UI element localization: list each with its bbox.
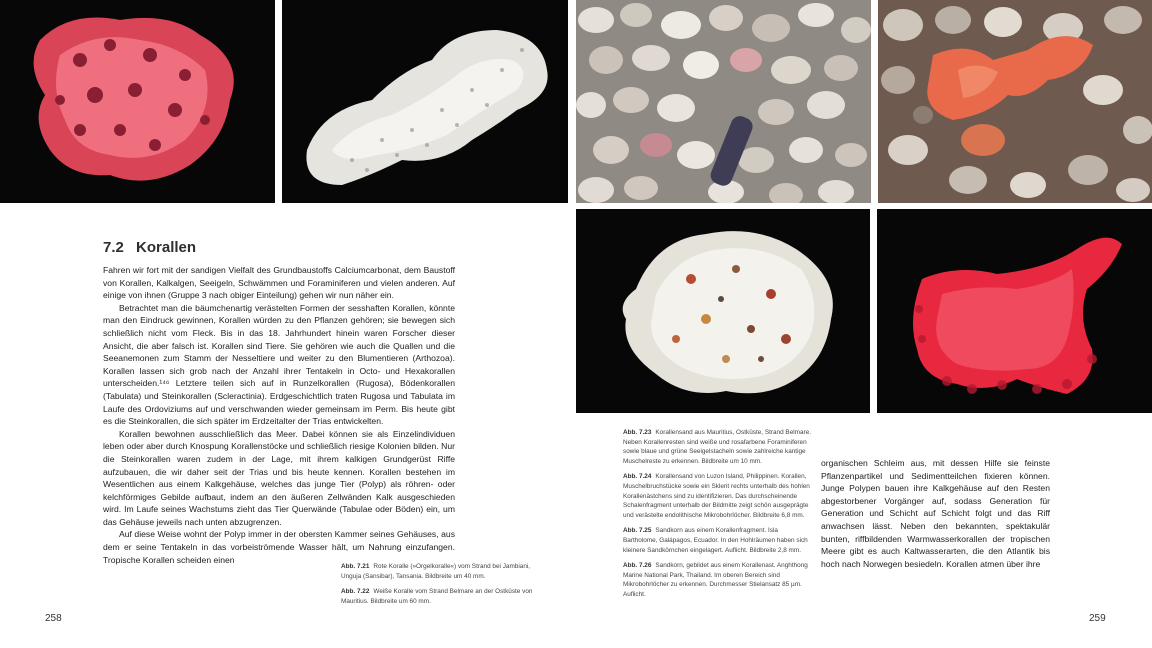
paragraph: Fahren wir fort mit der sandigen Vielfalt des Grundbaustoffs Calciumcarbonat, dem Baustoff von Korallen, Kalkalgen, Seeigeln, Schwämmen und Foraminiferen und vielen anderen. Auf einige von ihnen (Gruppe 3 nach obiger Einteilung) gehen wir nun näher ein. <box>103 265 455 301</box>
caption-text: Sandkorn, gebildet aus einem Korallenast. Anghthong Marine National Park, Thailand. Im oberen Bereich sind Mikrobohrlöcher zu erkennen. Durchmesser Stielansatz 85 µm. Auflicht. <box>623 562 808 598</box>
page-number-right: 259 <box>1089 613 1106 624</box>
section-number: 7.2 <box>103 239 124 256</box>
figure-caption <box>341 587 533 606</box>
red-organ-coral-photo <box>0 0 275 203</box>
caption-label: Abb. 7.26 <box>623 562 652 570</box>
caption-text: Korallensand aus Mauritius, Ostküste, Strand Belmare. Neben Korallenresten sind weiße und rosafarbene Foraminiferen sowie blaue und grüne Seeigelstacheln sowie zahlreiche kantige Muschelreste zu erkennen. Bildbreite um 10 mm. <box>623 429 812 465</box>
caption-text: Sandkorn aus einem Korallenfragment. Isla Bartholome, Galápagos, Ecuador. In den Hohlräumen haben sich kleinere Sandkörnchen eingelagert. Auflicht. Bildbreite 2,8 mm. <box>623 527 808 554</box>
section-heading <box>103 239 196 256</box>
figure-caption <box>623 526 811 555</box>
figure-caption <box>341 562 533 581</box>
figure-caption <box>623 428 811 466</box>
paragraph: Korallen bewohnen ausschließlich das Meer. Dabei können sie als Einzelindividuen leben oder aber durch Knospung Korallenstöcke und schließlich riesige Kolonien bilden. Nur die Steinkorallen waren zudem in der Lage, mit ihrem kalkigen Grundgerüst Riffe aufzubauen, die wir daher seit der Trias und bis heute kennen. Korallen bestehen im Wesentlichen aus einem Kalkgehäuse, welches das junge Tier (Polyp) als röhren- oder kelchförmiges Gebilde aufbaut, indem an den äußeren Zellwänden Kalk ausgeschieden wird. Im Laufe seines Wachstums zieht das Tier Querwände (Tabulae oder Böden) ein, um das Gehäuse jeweils nach unten abzugrenzen. <box>103 428 455 527</box>
coral-branch-grain-photo <box>877 209 1152 413</box>
coral-sand-luzon-photo <box>878 0 1152 203</box>
caption-label: Abb. 7.22 <box>341 588 370 596</box>
caption-text: Weiße Koralle vom Strand Belmare an der Ostküste von Mauritius. Bildbreite um 60 mm. <box>341 588 533 605</box>
caption-label: Abb. 7.23 <box>623 429 652 436</box>
page-number-left: 258 <box>45 613 62 624</box>
section-title: Korallen <box>136 239 197 256</box>
caption-label: Abb. 7.25 <box>623 527 652 535</box>
right-column-text <box>821 457 1050 570</box>
left-column-text <box>103 264 455 566</box>
paragraph: organischen Schleim aus, mit dessen Hilfe sie feinste Pflanzenpartikel und Sedimentteilchen fixieren können. Junge Polypen bauen ihre Kalkgehäuse auf den Resten abgestorbener Vorgänger auf, sodass Generation für Generation und Schicht auf Schicht folgt und das Riff anwachsen lässt. Neben den bekannten, spektakulär bunten, riffbildenden Warmwasserkorallen der tropischen Meere gibt es auch Kaltwasserarten, die den Atlantik bis hoch nach Norwegen besiedeln. Korallen atmen über ihre <box>821 458 1050 569</box>
white-coral-photo <box>282 0 568 203</box>
paragraph: Auf diese Weise wohnt der Polyp immer in der obersten Kammer seines Gehäuses, aus dem er seine Tentakeln in das vorbeiströmende Wasser hält, um Nahrung einzufangen. Tropische Korallen scheiden einen <box>103 529 455 565</box>
captions-left <box>341 562 533 612</box>
coral-fragment-grain-photo <box>576 209 870 413</box>
figure-caption <box>623 472 811 520</box>
caption-label: Abb. 7.21 <box>341 563 370 570</box>
caption-label: Abb. 7.24 <box>623 473 652 481</box>
coral-sand-mauritius-photo <box>576 0 871 203</box>
caption-text: Rote Koralle (»Orgelkoralle«) vom Strand bei Jambiani, Unguja (Sansibar), Tansania. Bildbreite um 40 mm. <box>341 563 531 580</box>
paragraph: Betrachtet man die bäumchenartig verästelten Formen der sesshaften Korallen, könnte man den Eindruck gewinnen, Korallen würden zu den Pflanzen gehören; sie bewegen sich schließlich nicht vom Fleck. Bis in das 18. Jahrhundert hinein waren Forscher dieser Ansicht, die aber falsch ist. Korallen sind Tiere. Sie gehören wie auch die Quallen und die Seeanemonen zum Stamm der Nesseltiere und weiter zu den Blumentieren (Arthozoa). Korallen lassen sich grob nach der Anzahl ihrer Tentakeln in Octo- und Hexakorallen unterscheiden.¹⁴⁶ Letztere teilen sich auf in Runzelkorallen (Rugosa), Bödenkorallen (Tabulata) und Steinkorallen (Scleractinia). Erdgeschichtlich traten Rugosa und Tabulata im Laufe des Ordoviziums auf und verschwanden wieder gemeinsam im Perm. Bis heute gibt es die Steinkorallen, die sich später im Erdzeitalter der Trias entwickelten. <box>103 302 455 427</box>
figure-caption <box>623 561 811 599</box>
caption-text: Korallensand von Luzon Island, Philippinen. Korallen, Muschelbruchstücke sowie ein Sklerit rechts unterhalb des hohlen Korallenästchens sind zu identifizieren. Das durchscheinende Schalenfragment unterhalb der Bildmitte zeigt schön ausgeprägte und verästelte endolithische Mikrobohrlöcher. Bildbreite 6,8 mm. <box>623 473 810 519</box>
captions-right <box>623 428 811 606</box>
